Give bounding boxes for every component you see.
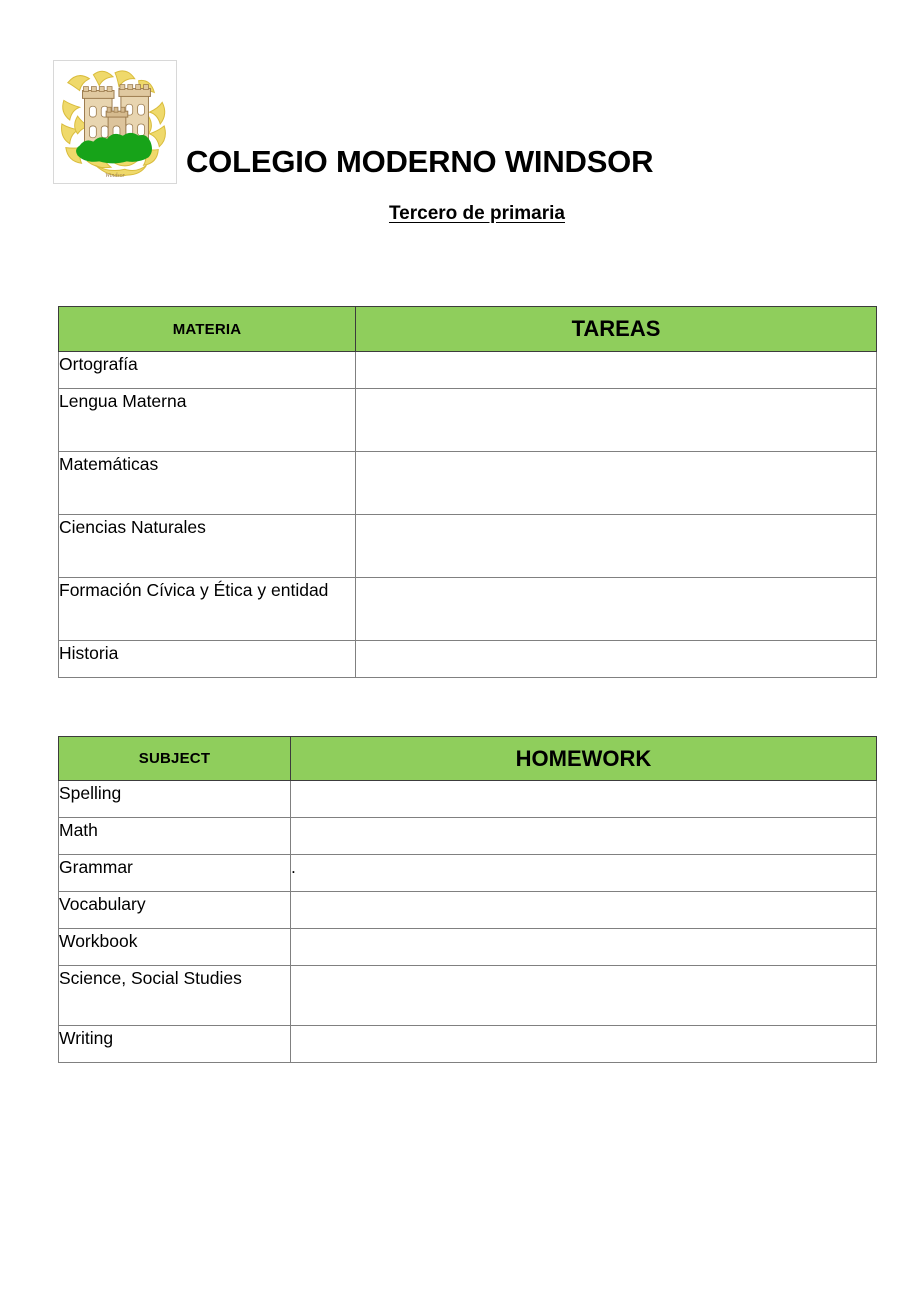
table-row — [59, 641, 877, 678]
column-header-subject: SUBJECT — [59, 737, 291, 781]
column-header-homework: HOMEWORK — [291, 737, 877, 781]
homework-cell[interactable] — [291, 892, 877, 929]
homework-cell[interactable] — [291, 929, 877, 966]
tasks-cell[interactable] — [356, 452, 877, 515]
tasks-cell[interactable] — [356, 515, 877, 578]
subject-cell: Matemáticas — [59, 452, 356, 515]
homework-cell[interactable] — [291, 1026, 877, 1063]
table-row — [59, 818, 877, 855]
tasks-cell[interactable] — [356, 389, 877, 452]
table-row — [59, 855, 877, 892]
column-header-tareas: TAREAS — [356, 307, 877, 352]
document-header — [0, 0, 924, 250]
subject-cell: Ortografía — [59, 352, 356, 389]
homework-cell[interactable] — [291, 818, 877, 855]
subject-cell: Lengua Materna — [59, 389, 356, 452]
table-row — [59, 781, 877, 818]
school-crest-icon — [54, 61, 176, 183]
table-materias — [58, 306, 877, 678]
table-row — [59, 966, 877, 1026]
table-row — [59, 929, 877, 966]
table-row — [59, 892, 877, 929]
subject-cell: Math — [59, 818, 291, 855]
school-logo — [53, 60, 177, 184]
subject-cell: Writing — [59, 1026, 291, 1063]
page-title: COLEGIO MODERNO WINDSOR — [186, 144, 654, 179]
table-header-row — [59, 307, 877, 352]
table-row — [59, 1026, 877, 1063]
table-subjects — [58, 736, 877, 1063]
subject-cell: Spelling — [59, 781, 291, 818]
column-header-materia: MATERIA — [59, 307, 356, 352]
logo-caption: Windsor — [105, 173, 125, 180]
grade-subtitle: Tercero de primaria — [388, 203, 565, 224]
subject-cell: Science, Social Studies — [59, 966, 291, 1026]
homework-cell[interactable] — [291, 781, 877, 818]
table-header-row — [59, 737, 877, 781]
tasks-cell[interactable] — [356, 641, 877, 678]
table-row — [59, 452, 877, 515]
subject-cell: Formación Cívica y Ética y entidad — [59, 578, 356, 641]
homework-cell[interactable] — [291, 966, 877, 1026]
subject-cell: Historia — [59, 641, 356, 678]
subject-cell: Workbook — [59, 929, 291, 966]
subject-cell: Vocabulary — [59, 892, 291, 929]
homework-cell[interactable]: . — [291, 855, 877, 892]
table-row — [59, 515, 877, 578]
tasks-cell[interactable] — [356, 578, 877, 641]
tasks-cell[interactable] — [356, 352, 877, 389]
grade-line — [0, 203, 924, 225]
table-row — [59, 352, 877, 389]
subject-cell: Ciencias Naturales — [59, 515, 356, 578]
table-row — [59, 389, 877, 452]
table-row — [59, 578, 877, 641]
subject-cell: Grammar — [59, 855, 291, 892]
